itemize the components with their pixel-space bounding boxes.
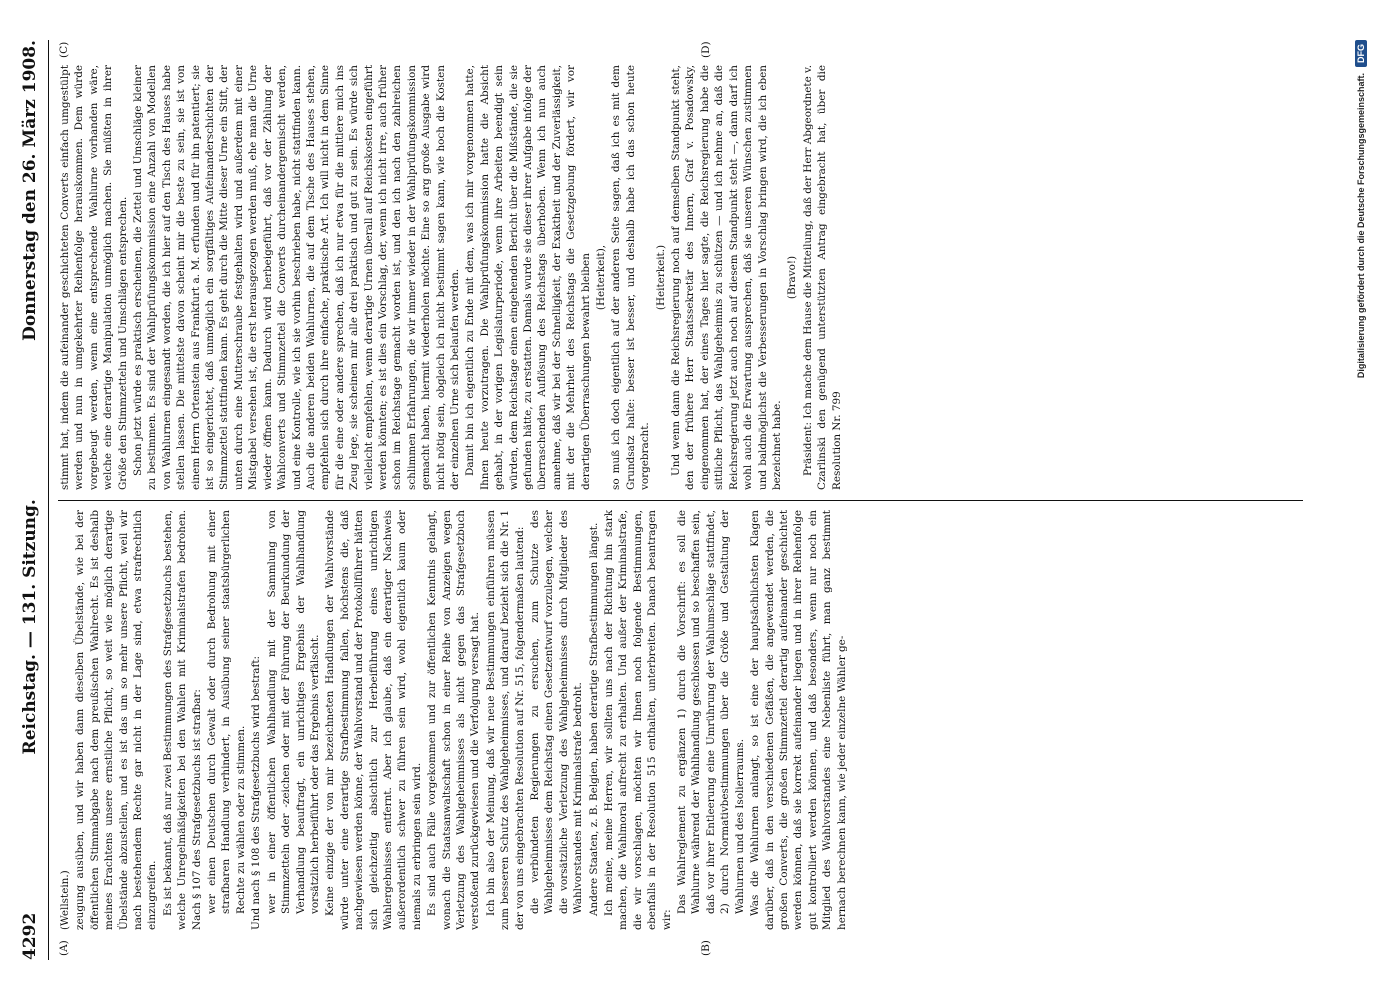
- paragraph: so muß ich doch eigentlich auf der anderen Seite sagen, daß ich es mit dem Grundsatz halte: besser ist besser, und deshalb habe ich das schon heute vorgebracht.: [610, 65, 652, 490]
- paragraph: Andere Staaten, z. B. Belgien, haben derartige Strafbestimmungen längst.: [587, 522, 600, 916]
- column-divider: [58, 500, 1303, 501]
- paragraph: Und wenn dann die Reichsregierung noch auf demselben Standpunkt steht, den der frühere Herr Staatssekretär des Innern, Graf v. Posadowsky, eingenommen hat, der eines Tages hier sagte, die Reichsregierung habe die sittliche Pflicht, das Wahlgeheimnis zu schützen — und ich nehme an, daß die Reichsregierung jetzt auch noch auf diesem Standpunkt steht —, dann darf ich wohl auch die Erwartung aussprechen, daß sie unseren Wünschen zustimmen und baldmöglichst die Verbesserungen in Vorschlag bringen wird, die ich eben bezeichnet habe.: [670, 65, 783, 490]
- quote: wer einen Deutschen durch Gewalt oder durch Bedrohung mit einer strafbaren Handlung verhindert, in Ausübung seiner staatsbürgerlichen Rechte zu wählen oder zu stimmen.: [206, 510, 247, 914]
- paragraph: stimmt hat, indem die aufeinander geschichteten Converts einfach umgestülpt werden und nun in umgekehrter Reihenfolge herauskommen. Dem würde vorgebeugt werden, wenn eine entsprechende Wahlurne vorhanden wäre, welche eine derartige Manipulation unmöglich machen. Sie müßten in ihrer Größe den Stimmzetteln und Umschlägen entsprechen.: [59, 65, 129, 490]
- paragraph: zeugung ausüben, und wir haben dann dieselben Übelstände, wie bei der öffentlichen Stimmabgabe nach dem preußischen Wahlrecht. Es ist deshalb meines Erachtens unsere ernstliche Pflicht, so weit wie möglich derartige Übelstände abzustellen, und es ist das um so mehr unsere Pflicht, weil wir nach bestehendem Rechte gar nicht in der Lage sind, etwa strafrechtlich einzugreifen.: [74, 510, 159, 930]
- margin-marker-c: (C): [58, 41, 70, 58]
- paragraph: Damit bin ich eigentlich zu Ende mit dem, was ich mir vorgenommen hatte, Ihnen heute vorzutragen. Die Wahlprüfungskommission hatte die Absicht gehabt, in der vorigen Legislaturperiode, wenn ihre Arbeiten beendigt sein würden, dem Reichstage einen eingehenden Bericht über die Mißstände, die sie gefunden hätte, zu erstatten. Damals wurde sie dieser ihrer Aufgabe infolge der überraschenden Auflösung des Reichstags überhoben. Wenn ich nun auch annehme, daß wir bei der Schnelligkeit, der Exaktheit und der Zuverlässigkeit, mit der die Mehrheit des Reichstags die Gesetzgebung fördert, wir vor derartigen Überraschungen bewahrt bleiben: [464, 65, 592, 490]
- quote: wer in einer öffentlichen Wahlhandlung mit der Sammlung von Stimmzetteln oder -zeichen oder mit der Führung der Beurkundung der Verhandlung beauftragt, ein unrichtiges Ergebnis der Wahlhandlung vorsätzlich herbeiführt oder das Ergebnis verfälscht.: [265, 510, 321, 914]
- margin-marker-a: (A): [58, 940, 70, 956]
- president-statement: Präsident: Ich mache dem Hause die Mitteilung, daß der Herr Abgeordnete v. Czarlinski den genügend unterstützten Antrag eingebracht hat, über die Resolution Nr. 799: [801, 65, 843, 490]
- paragraph: Was die Wahlurnen anlangt, so ist eine der hauptsächlichsten Klagen darüber, daß in den verschiedenen Gefäßen, die angewendet werden, die großen Converts, die großen Stimmzettel derartig aufeinander geschichtet werden können, daß sie korrekt aufeinander liegen und in ihrer Reihenfolge gut kontrolliert werden können, und daß besonders, wenn nur noch ein Mitglied des Wahlvorstandes eine Nebenliste führt, man ganz bestimmt hernach berechnen kann, wie jeder einzelne Wähler ge-: [749, 510, 848, 930]
- margin-marker-d: (D): [700, 41, 712, 58]
- right-column: [58, 65, 1303, 490]
- footer-credit: [1355, 40, 1367, 378]
- paragraph: Ich meine, meine Herren, wir sollten uns nach der Richtung hin stark machen, die Wahlmoral aufrecht zu erhalten. Und außer der Kriminalstrafe, die wir vorschlagen, möchten wir Ihnen noch folgende Bestimmungen, ebenfalls in der Resolution 515 enthalten, unterbreiten. Danach beantragen wir:: [603, 510, 673, 930]
- page-header: [16, 40, 44, 960]
- speaker-note: (Wellstein.): [59, 870, 71, 930]
- paragraph: Ich bin also der Meinung, daß wir neue Bestimmungen einführen müssen zum besseren Schutz des Wahlgeheimnisses, und darauf bezieht sich die Nr. 1 der von uns eingebrachten Resolution auf Nr. 515, folgendermaßen lautend:: [484, 510, 526, 930]
- paragraph: Und nach § 108 des Strafgesetzbuchs wird bestraft:: [250, 655, 263, 930]
- quote: Das Wahlreglement zu ergänzen 1) durch die Vorschrift: es soll die Wahlurne während der Wahlhandlung geschlossen und so beschaffen sein, daß vor ihrer Entleerung eine Umrührung der Wahlumschläge stattfindet, 2) durch Normativbestimmungen über die Größe und Gestaltung der Wahlurnen und des Isolierraums.: [676, 510, 746, 914]
- session-title: Reichstag. — 131. Sitzung.: [20, 499, 40, 755]
- quote: die verbündeten Regierungen zu ersuchen, zum Schutze des Wahlgeheimnisses dem Reichstag einen Gesetzentwurf vorzulegen, welcher die vorsätzliche Verletzung des Wahlgeheimnisses durch Mitglieder des Wahlvorstandes mit Kriminalstrafe bedroht.: [529, 510, 585, 914]
- interjection: (Heiterkeit.): [654, 244, 667, 311]
- credit-text: Digitalisierung gefördert durch die Deutsche Forschungsgemeinschaft.: [1356, 73, 1366, 379]
- dfg-logo-icon: DFG: [1355, 40, 1367, 67]
- paragraph: Es ist bekannt, daß nur zwei Bestimmungen des Strafgesetzbuchs bestehen, welche Unregelmäßigkeiten bei den Wahlen mit Kriminalstrafen bedrohen. Nach § 107 des Strafgesetzbuchs ist strafbar:: [161, 510, 203, 930]
- interjection: (Bravo!): [786, 255, 799, 300]
- header-rule: [48, 40, 49, 960]
- page-number: 4292: [20, 912, 40, 960]
- paragraph: Keine einzige der von mir bezeichneten Handlungen der Wahlvorstände würde unter eine derartige Strafbestimmung fallen, höchstens die, daß nachgewiesen werden könne, der Wahlvorstand und der Protokollführer hätten sich gleichzeitig absichtlich zur Herbeiführung eines unrichtigen Wahlergebnisses entfernt. Aber ich glaube, daß ein derartiger Nachweis außerordentlich schwer zu führen sein wird, wohl eigentlich kaum oder niemals zu erbringen sein wird.: [324, 510, 423, 930]
- interjection: (Heiterkeit),: [595, 244, 608, 311]
- paragraph: Es sind auch Fälle vorgekommen und zur öffentlichen Kenntnis gelangt, wonach die Staatsanwaltschaft schon in einer Reihe von Anzeigen wegen Verletzung des Wahlgeheimnisses als nicht gegen das Strafgesetzbuch verstoßend zurückgewiesen und die Verfolgung versagt hat.: [426, 510, 482, 930]
- session-date: Donnerstag den 26. März 1908.: [20, 40, 40, 341]
- paragraph: Schon jetzt würde es praktisch erscheinen, die Zettel und Umschläge kleiner zu bestimmen. Es sind der Wahlprüfungskommission eine Anzahl von Modellen von Wahlurnen eingesandt worden, die ich hier auf den Tisch des Hauses habe stellen lassen. Die mittelste davon scheint mir die beste zu sein, sie ist von einem Herrn Ortenstein aus Frankfurt a. M. erfunden und für ihn patentiert; sie ist so eingerichtet, daß unmöglich ein sorgfältiges Aufeinanderschichten der Stimmzettel stattfinden kann. Es geht durch die Mitte dieser Urne ein Stift, der unten durch eine Mutterschraube festgehalten wird und außerdem mit einer Mistgabel versehen ist, die erst herausgezogen werden muß, ehe man die Urne wieder öffnen kann. Dadurch wird herbeigeführt, daß vor der Zählung der Wahlconverts und Stimmzettel die Converts durcheinandergemischt werden, und eine Kontrolle, wie ich sie vorhin beschrieben habe, nicht stattfinden kann. Auch die anderen beiden Wahlurnen, die auf dem Tische des Hauses stehen, empfehlen sich durch ihre einfache, praktische Art. Ich will nicht in dem Sinne für die eine oder andere sprechen, daß ich nur etwa für die mittlere mich ins Zeug lege, sie scheinen mir alle drei praktisch und gut zu sein. Es würde sich vielleicht empfehlen, wenn derartige Urnen überall auf Reichskosten eingeführt werden könnten; es ist dies ein Vorschlag, der, wenn ich nicht irre, auch früher schon im Reichstage gemacht worden ist, und den ich nach den zahlreichen schlimmen Erfahrungen, die wir immer wieder in der Wahlprüfungskommission gemacht haben, hiermit wiederholen möchte. Eine so arg große Ausgabe wird nicht nötig sein, obgleich ich nicht bestimmt sagen kann, wie hoch die Kosten der einzelnen Urne sich belaufen werden.: [132, 65, 461, 490]
- left-column: [58, 510, 1303, 930]
- margin-marker-b: (B): [700, 940, 712, 956]
